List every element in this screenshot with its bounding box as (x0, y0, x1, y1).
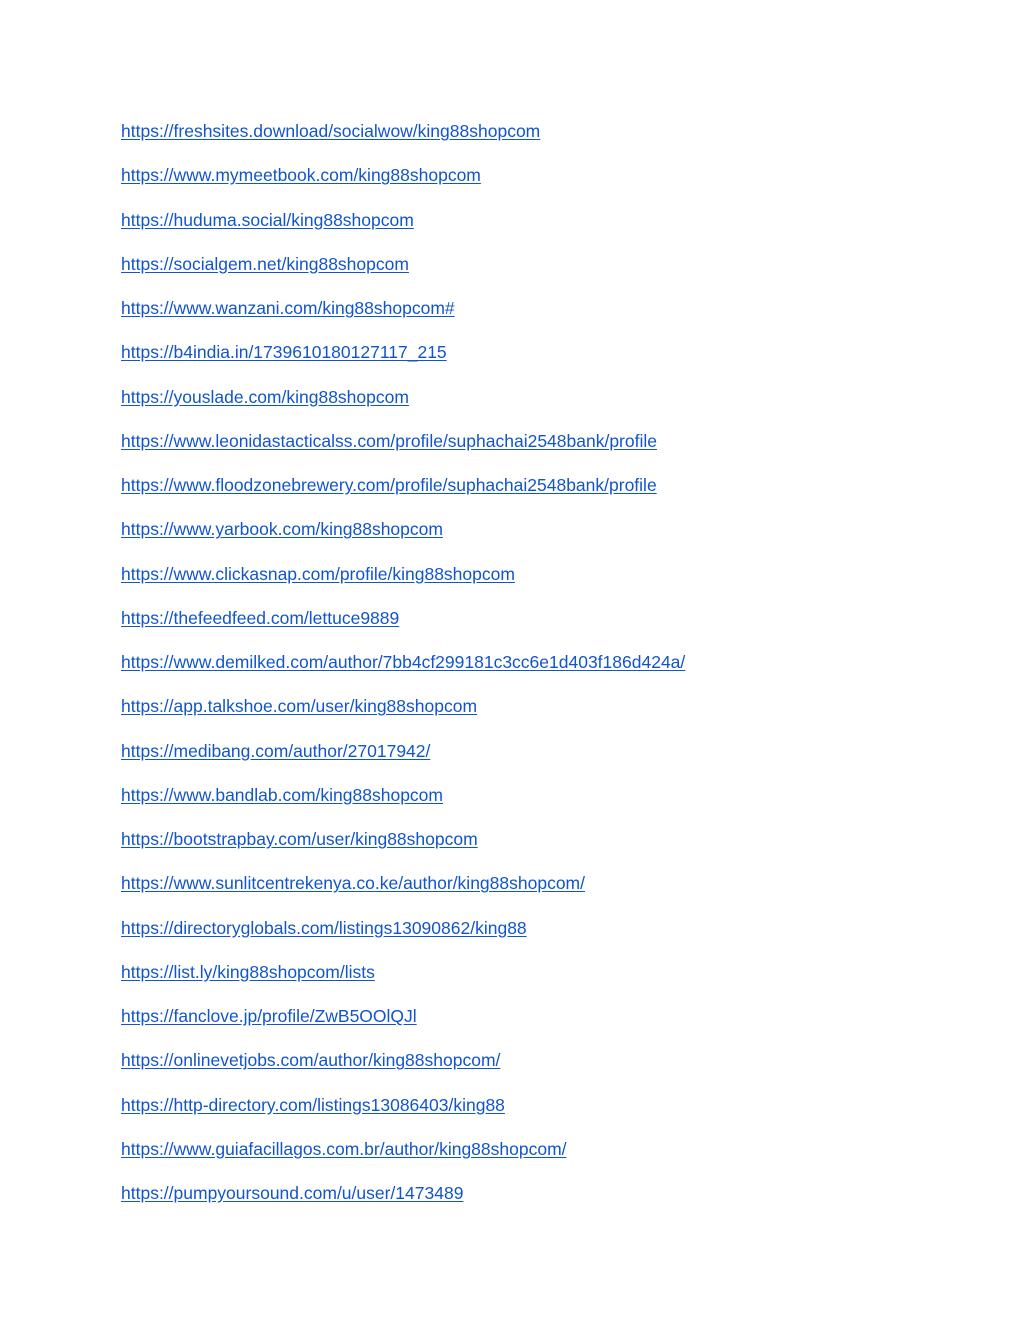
url-link[interactable]: https://thefeedfeed.com/lettuce9889 (121, 607, 400, 628)
url-link[interactable]: https://www.mymeetbook.com/king88shopcom (121, 165, 481, 186)
list-item (121, 474, 685, 518)
list-item (121, 740, 685, 784)
list-item (121, 607, 685, 651)
list-item (121, 784, 685, 828)
url-link[interactable]: https://socialgem.net/king88shopcom (121, 253, 409, 274)
url-link[interactable]: https://list.ly/king88shopcom/lists (121, 961, 375, 982)
url-link[interactable]: https://http-directory.com/listings13086403/king88 (121, 1094, 505, 1115)
list-item (121, 1138, 685, 1182)
list-item (121, 120, 685, 164)
list-item (121, 1049, 685, 1093)
url-link[interactable]: https://www.yarbook.com/king88shopcom (121, 519, 443, 540)
list-item (121, 872, 685, 916)
list-item (121, 695, 685, 739)
list-item (121, 430, 685, 474)
url-link[interactable]: https://freshsites.download/socialwow/king88shopcom (121, 121, 541, 141)
list-item (121, 563, 685, 607)
url-link[interactable]: https://www.clickasnap.com/profile/king88shopcom (121, 563, 515, 584)
url-link[interactable]: https://directoryglobals.com/listings13090862/king88 (121, 917, 527, 938)
url-link[interactable]: https://app.talkshoe.com/user/king88shopcom (121, 696, 478, 717)
list-item (121, 651, 685, 695)
list-item (121, 341, 685, 385)
link-list (121, 120, 685, 1226)
url-link[interactable]: https://www.wanzani.com/king88shopcom# (121, 298, 455, 318)
list-item (121, 1094, 685, 1138)
url-link[interactable]: https://www.leonidastacticalss.com/profile/suphachai2548bank/profile (121, 430, 657, 451)
list-item (121, 386, 685, 430)
url-link[interactable]: https://b4india.in/1739610180127117_215 (121, 342, 447, 363)
url-link[interactable]: https://youslade.com/king88shopcom (121, 386, 409, 407)
url-link[interactable]: https://bootstrapbay.com/user/king88shopcom (121, 829, 478, 849)
url-link[interactable]: https://www.bandlab.com/king88shopcom (121, 784, 443, 805)
list-item (121, 253, 685, 297)
url-link[interactable]: https://pumpyoursound.com/u/user/1473489 (121, 1183, 464, 1203)
url-link[interactable]: https://medibang.com/author/27017942/ (121, 740, 431, 761)
list-item (121, 518, 685, 562)
list-item (121, 1005, 685, 1049)
list-item (121, 917, 685, 961)
list-item (121, 1182, 685, 1226)
url-link[interactable]: https://onlinevetjobs.com/author/king88shopcom/ (121, 1050, 501, 1071)
list-item (121, 164, 685, 208)
list-item (121, 297, 685, 341)
url-link[interactable]: https://www.guiafacillagos.com.br/author/king88shopcom/ (121, 1138, 567, 1159)
url-link[interactable]: https://fanclove.jp/profile/ZwB5OOlQJl (121, 1006, 417, 1026)
url-link[interactable]: https://www.floodzonebrewery.com/profile/suphachai2548bank/profile (121, 475, 657, 495)
url-link[interactable]: https://www.sunlitcentrekenya.co.ke/author/king88shopcom/ (121, 873, 585, 894)
url-link[interactable]: https://huduma.social/king88shopcom (121, 209, 414, 230)
list-item (121, 961, 685, 1005)
list-item (121, 209, 685, 253)
url-link[interactable]: https://www.demilked.com/author/7bb4cf299181c3cc6e1d403f186d424a/ (121, 652, 686, 672)
list-item (121, 828, 685, 872)
